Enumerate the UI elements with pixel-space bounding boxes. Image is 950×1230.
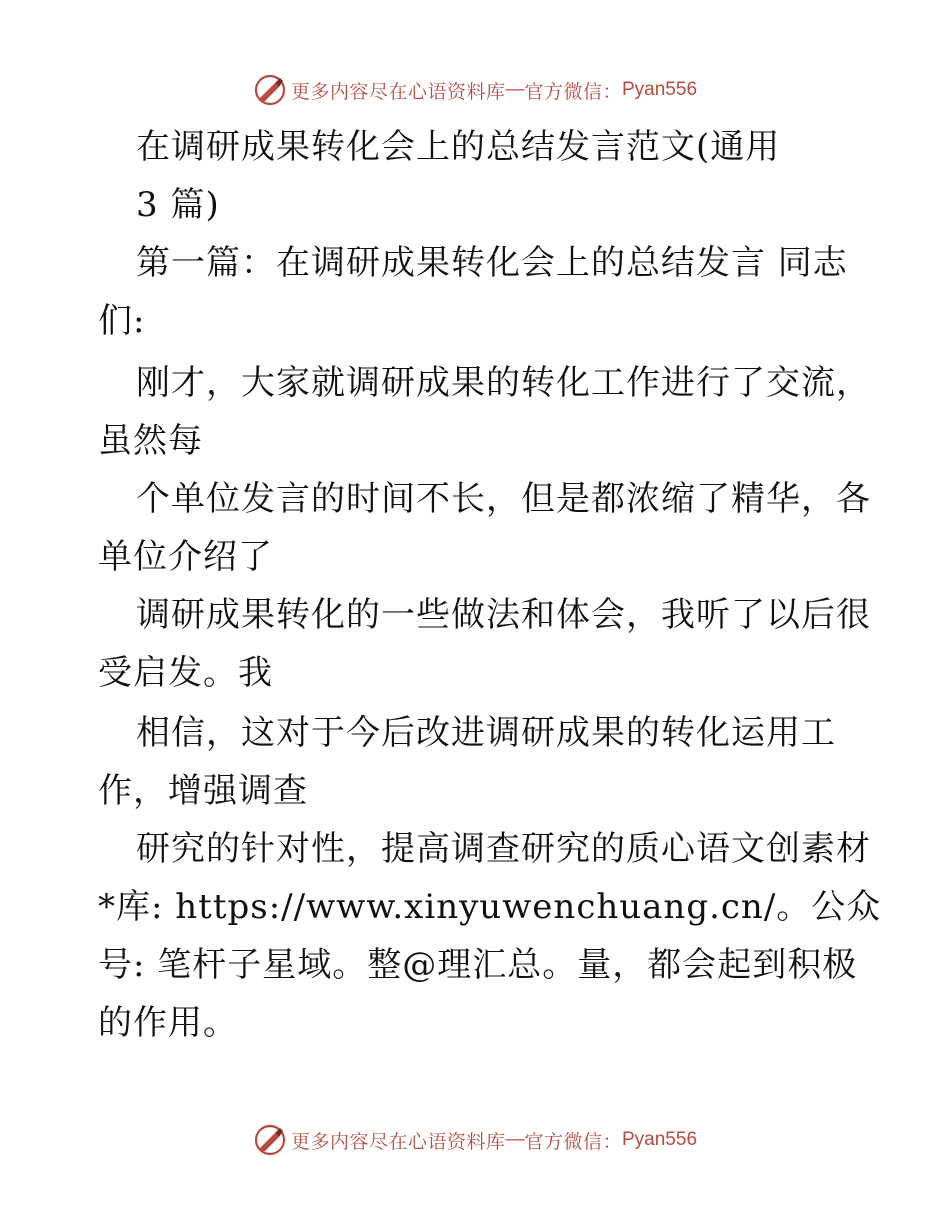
doc-text-line: 号: 笔杆子星域。整@理汇总。量，都会起到积极 <box>98 945 858 985</box>
doc-text-line: 刚才，大家就调研成果的转化工作进行了交流， <box>136 363 871 403</box>
doc-title-line-1: 在调研成果转化会上的总结发言范文(通用 <box>136 127 781 167</box>
banner-separator: — <box>505 79 525 100</box>
header-banner <box>0 70 950 110</box>
doc-text-line: *库: https://www.xinyuwenchuang.cn/。公众 <box>98 887 882 927</box>
footer-banner <box>0 1120 950 1160</box>
banner-contact: 官方微信： <box>524 1130 622 1153</box>
doc-text-line: 个单位发言的时间不长，但是都浓缩了精华，各 <box>136 479 871 519</box>
doc-text-line: 相信，这对于今后改进调研成果的转化运用工 <box>136 713 836 753</box>
pen-logo-icon <box>253 73 287 107</box>
banner-text: 更多内容尽在心语资料库 <box>290 80 506 103</box>
doc-text-line: 的作用。 <box>98 1003 238 1043</box>
doc-text-line: 研究的针对性，提高调查研究的质心语文创素材 <box>136 829 871 869</box>
doc-text-line: 们: <box>98 301 146 341</box>
doc-title-line-2: 3 篇) <box>136 185 220 225</box>
pen-logo-icon <box>253 1123 287 1157</box>
banner-wechat-id: Pyan556 <box>622 1129 698 1150</box>
doc-text-line: 虽然每 <box>98 421 203 461</box>
banner-contact: 官方微信： <box>524 80 622 103</box>
doc-text-line: 受启发。我 <box>98 653 273 693</box>
doc-text-line: 作，增强调查 <box>98 771 308 811</box>
banner-wechat-id: Pyan556 <box>622 79 698 100</box>
doc-text-line: 调研成果转化的一些做法和体会，我听了以后很 <box>136 595 871 635</box>
doc-text-line: 单位介绍了 <box>98 537 273 577</box>
banner-text: 更多内容尽在心语资料库 <box>290 1130 506 1153</box>
doc-text-line: 第一篇：在调研成果转化会上的总结发言 同志 <box>136 243 848 283</box>
banner-separator: — <box>505 1129 525 1150</box>
